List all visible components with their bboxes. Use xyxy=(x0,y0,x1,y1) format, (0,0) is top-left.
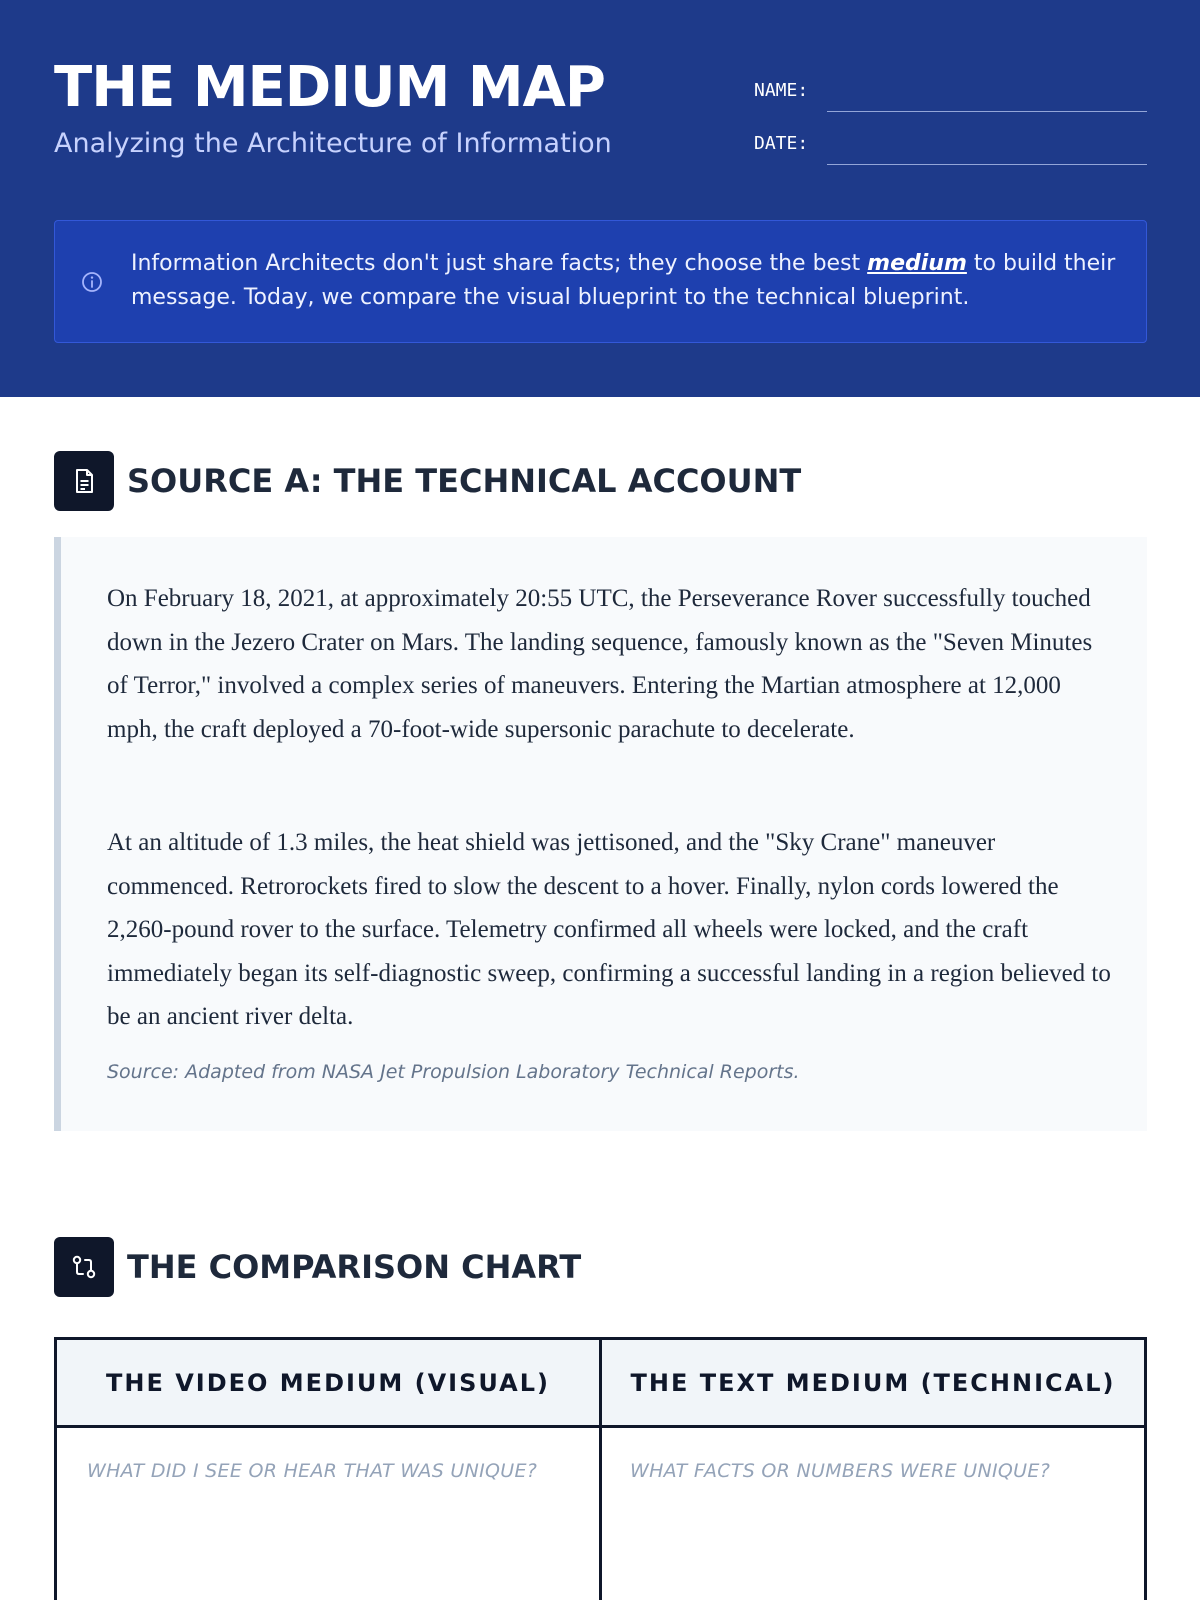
document-icon xyxy=(54,451,114,511)
source-paragraph-1: On February 18, 2021, at approximately 20:55 UTC, the Perseverance Rover successfully touched down in the Jezero Crater on Mars. The landing sequence, famously known as the "Seven Minutes of Terror," involved a complex series of maneuvers. Entering the Martian atmosphere at 12,000 mph, the craft deployed a 70-foot-wide supersonic parachute to decelerate. xyxy=(107,585,1093,743)
video-column-prompt[interactable]: WHAT DID I SEE OR HEAR THAT WAS UNIQUE? xyxy=(87,1460,538,1482)
name-field[interactable] xyxy=(827,111,1147,112)
source-passage xyxy=(54,537,1147,1131)
source-paragraph-2: At an altitude of 1.3 miles, the heat shield was jettisoned, and the "Sky Crane" maneuver commenced. Retrorockets fired to slow the descent to a hover. Finally, nylon cords lowered the 2,260-pound rover to the surface. Telemetry confirmed all wheels were locked, and the craft immediately began its self-diagnostic sweep, confirming a successful landing in a region believed to be an ancient river delta. xyxy=(107,829,1111,1030)
page-subtitle: Analyzing the Architecture of Information xyxy=(54,128,612,159)
callout-text: Information Architects don't just share facts; they choose the best medium to build their message. Today, we compare the visual blueprint to the technical blueprint. xyxy=(131,251,1116,310)
comparison-section-title: THE COMPARISON CHART xyxy=(127,1248,582,1286)
text-column-prompt[interactable]: WHAT FACTS OR NUMBERS WERE UNIQUE? xyxy=(630,1460,1051,1482)
name-label: NAME: xyxy=(754,80,809,101)
source-section-title: SOURCE A: THE TECHNICAL ACCOUNT xyxy=(127,462,802,500)
source-citation: Source: Adapted from NASA Jet Propulsion Laboratory Technical Reports. xyxy=(107,1061,800,1083)
video-column-header: THE VIDEO MEDIUM (VISUAL) xyxy=(57,1340,599,1428)
worksheet-header xyxy=(0,0,1200,397)
compare-icon xyxy=(54,1237,114,1297)
date-label: DATE: xyxy=(754,133,809,154)
callout-emphasis: medium xyxy=(867,251,967,276)
info-icon xyxy=(81,271,103,293)
date-field[interactable] xyxy=(827,164,1147,165)
page-title: THE MEDIUM MAP xyxy=(54,55,605,120)
intro-callout xyxy=(54,220,1147,343)
text-column-header: THE TEXT MEDIUM (TECHNICAL) xyxy=(602,1340,1144,1428)
column-divider xyxy=(599,1340,602,1600)
comparison-table xyxy=(54,1337,1147,1600)
